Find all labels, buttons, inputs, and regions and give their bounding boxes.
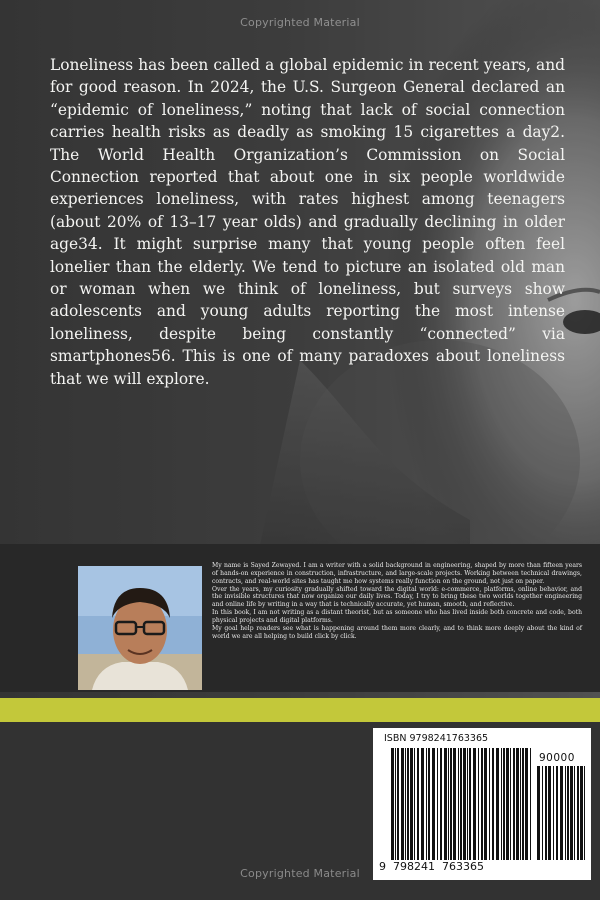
price-code: 90000 [539, 752, 575, 764]
back-cover-blurb: Loneliness has been called a global epidemic in recent years, and for good reason. In 2024, the U.S. Surgeon General declared an “epidemic of loneliness,” noting that lack of social connection carries health risks as deadly as smoking 15 cigarettes a day2. The World Health Organization’s Commission on Social Connection reported that about one in six people worldwide experiences loneliness, with rates highest among teenagers (about 20% of 13–17 year olds) and gradually declining in older age34. It might surprise many that young people often feel lonelier than the elderly. We tend to picture an isolated old man or woman when we think of loneliness, but surveys show adolescents and young adults reporting the most intense loneliness, despite being constantly “connected” via smartphones56. This is one of many paradoxes about loneliness that we will explore. [50, 56, 565, 388]
author-bio-paragraph: In this book, I am not writing as a distant theorist, but as someone who has lived inside both concrete and code, both physical projects and digital platforms. [212, 609, 582, 624]
author-bio-paragraph: Over the years, my curiosity gradually shifted toward the digital world: e-commerce, platforms, online behavior, and the invisible structures that now organize our daily lives. Today, I try to bring these two worlds together engineering and online life by writing in a way that is technically accurate, yet human, smooth, and reflective. [212, 585, 582, 609]
author-bio-paragraph: My name is Sayed Zewayed. I am a writer with a solid background in engineering, shaped by more than fifteen years of hands-on experience in construction, infrastructure, and large-scale projects. Working between technical drawings, contracts, and real-world sites has taught me how systems really function on the ground, not just on paper. [212, 562, 582, 585]
accent-stripe [0, 698, 600, 722]
ean-digits: 9 798241 763365 [379, 860, 484, 873]
copyright-watermark-top: Copyrighted Material [240, 16, 360, 29]
copyright-watermark-bottom: Copyrighted Material [240, 867, 360, 880]
author-bio [212, 562, 582, 640]
ean-barcode-bars [391, 748, 531, 860]
author-bio-paragraph: My goal help readers see what is happening around them more clearly, and to think more deeply about the kind of world we are all helping to build click by click. [212, 624, 582, 640]
isbn-barcode [373, 728, 591, 880]
isbn-label: ISBN 9798241763365 [384, 733, 489, 744]
price-barcode-bars [537, 766, 585, 860]
author-photo [78, 566, 202, 690]
